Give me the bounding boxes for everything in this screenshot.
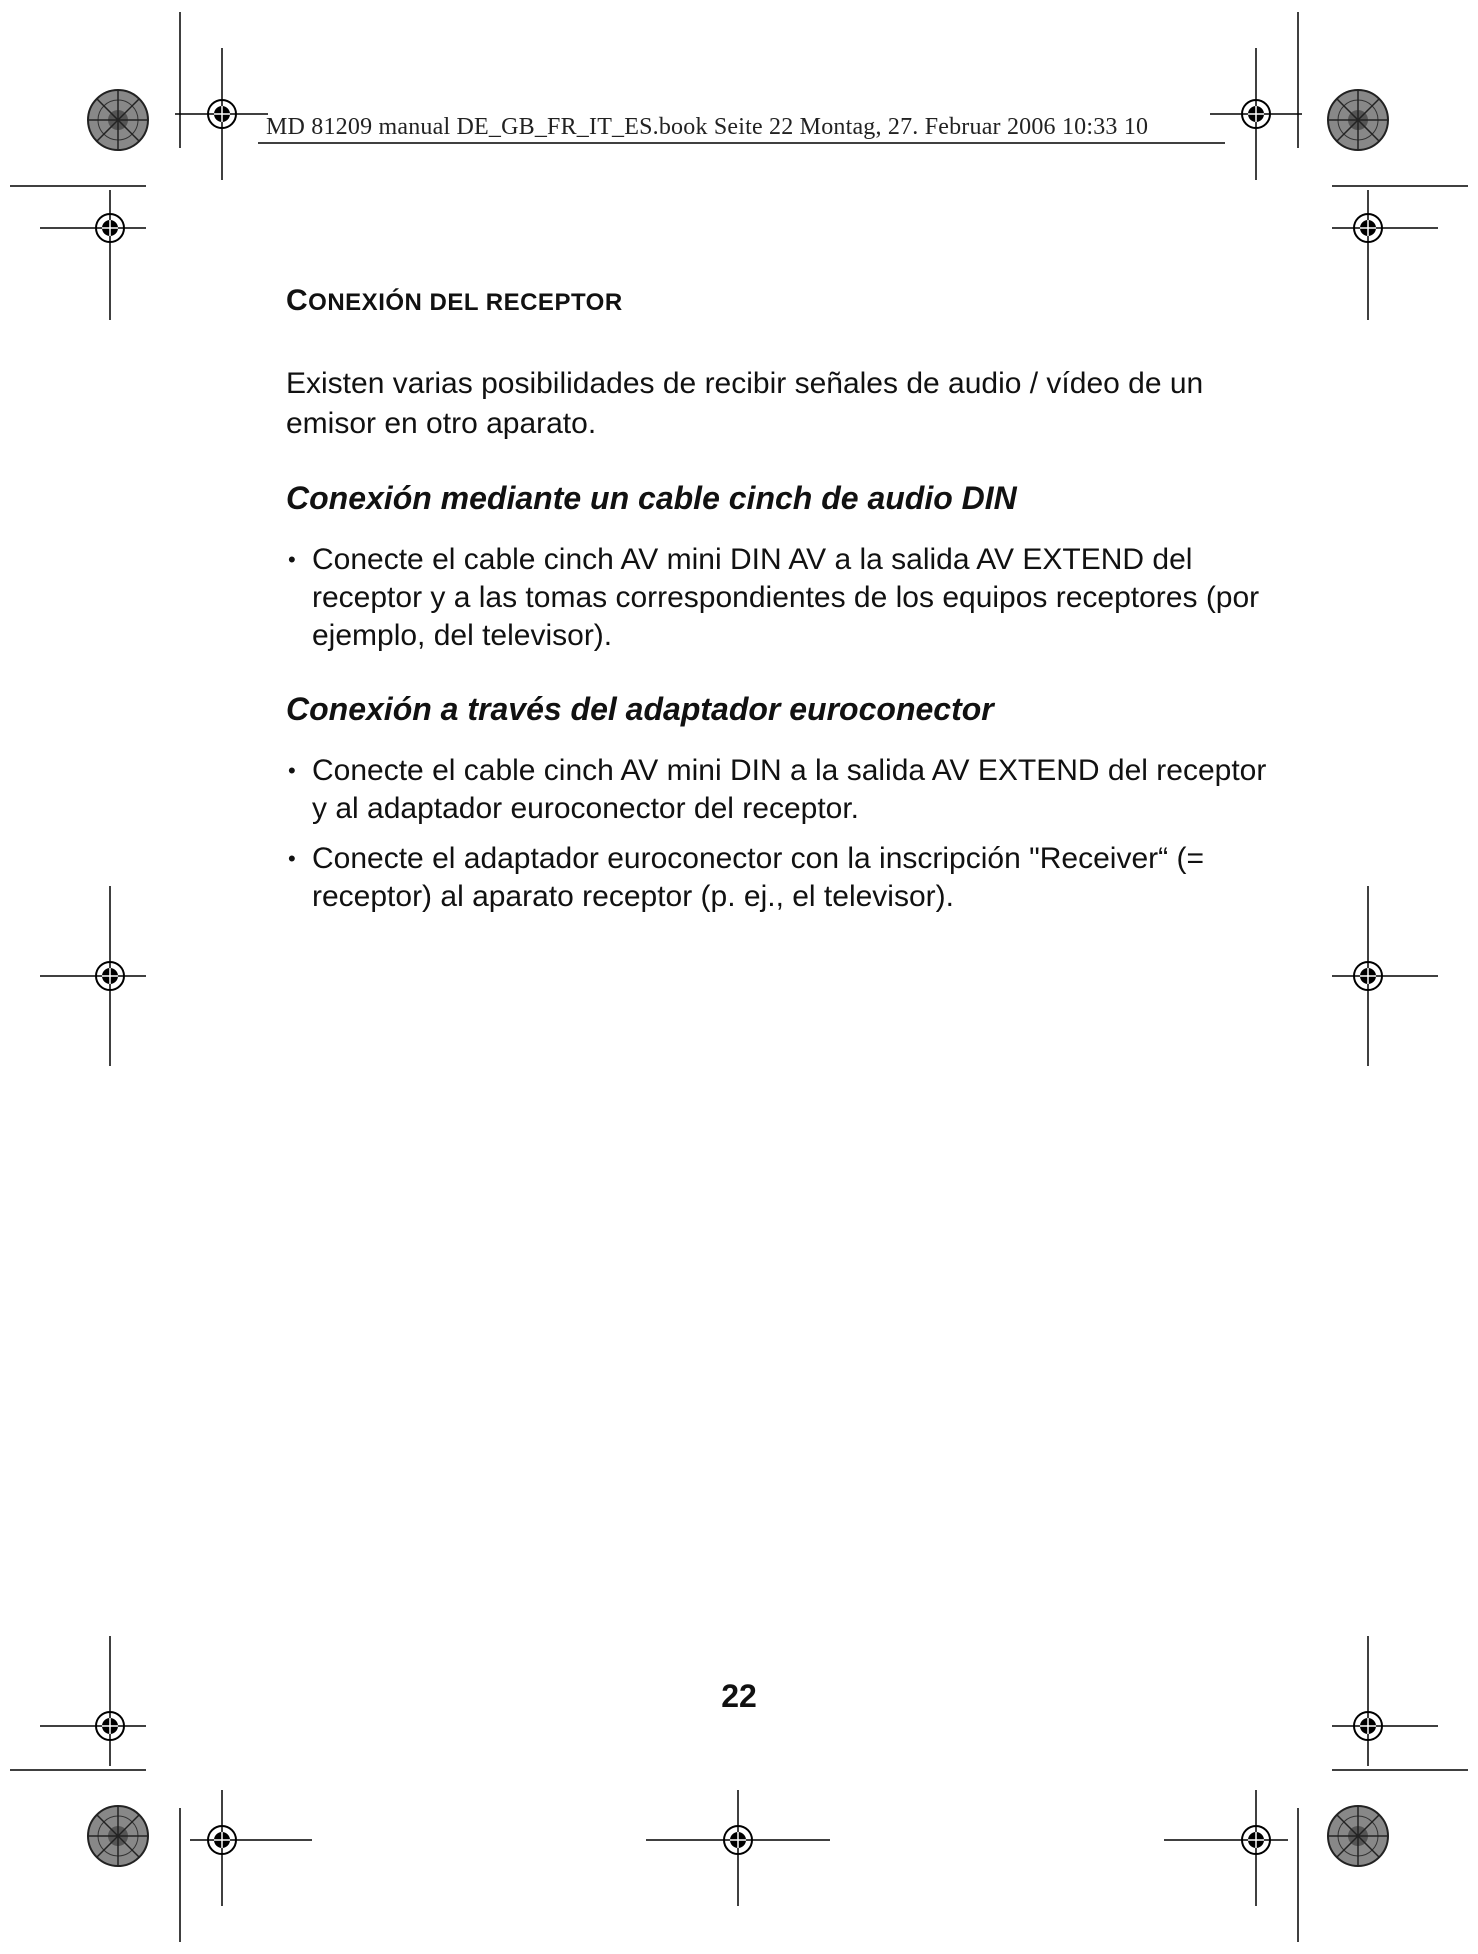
star-target-icon (88, 1806, 148, 1866)
list-item: • Conecte el adaptador euroconector con la inscripción "Receiver“ (= receptor) al aparato receptor (p. ej., el televisor). (286, 840, 1286, 916)
page-title (286, 284, 1286, 318)
star-target-icon (1328, 1806, 1388, 1866)
star-target-icon (1328, 90, 1388, 150)
star-target-icon (88, 90, 148, 150)
intro-paragraph: Existen varias posibilidades de recibir señales de audio / vídeo de un emisor en otro aparato. (286, 367, 1204, 440)
bullet-list (286, 752, 1286, 916)
bullet-list (286, 541, 1286, 655)
title-rest: ONEXIÓN DEL RECEPTOR (308, 289, 623, 316)
page-content (286, 270, 1286, 928)
list-item: • Conecte el cable cinch AV mini DIN AV a la salida AV EXTEND del receptor y a las tomas correspondientes de los equipos receptores (por ejemplo, del televisor). (286, 541, 1286, 655)
print-header: MD 81209 manual DE_GB_FR_IT_ES.book Seite 22 Montag, 27. Februar 2006 10:33 10 (266, 114, 1149, 140)
page-number: 22 (721, 1678, 757, 1714)
section-heading: Conexión mediante un cable cinch de audio DIN (286, 480, 1017, 516)
title-initial: C (286, 284, 309, 317)
list-item: • Conecte el cable cinch AV mini DIN a la salida AV EXTEND del receptor y al adaptador euroconector del receptor. (286, 752, 1286, 828)
section-heading: Conexión a través del adaptador euroconector (286, 691, 994, 727)
